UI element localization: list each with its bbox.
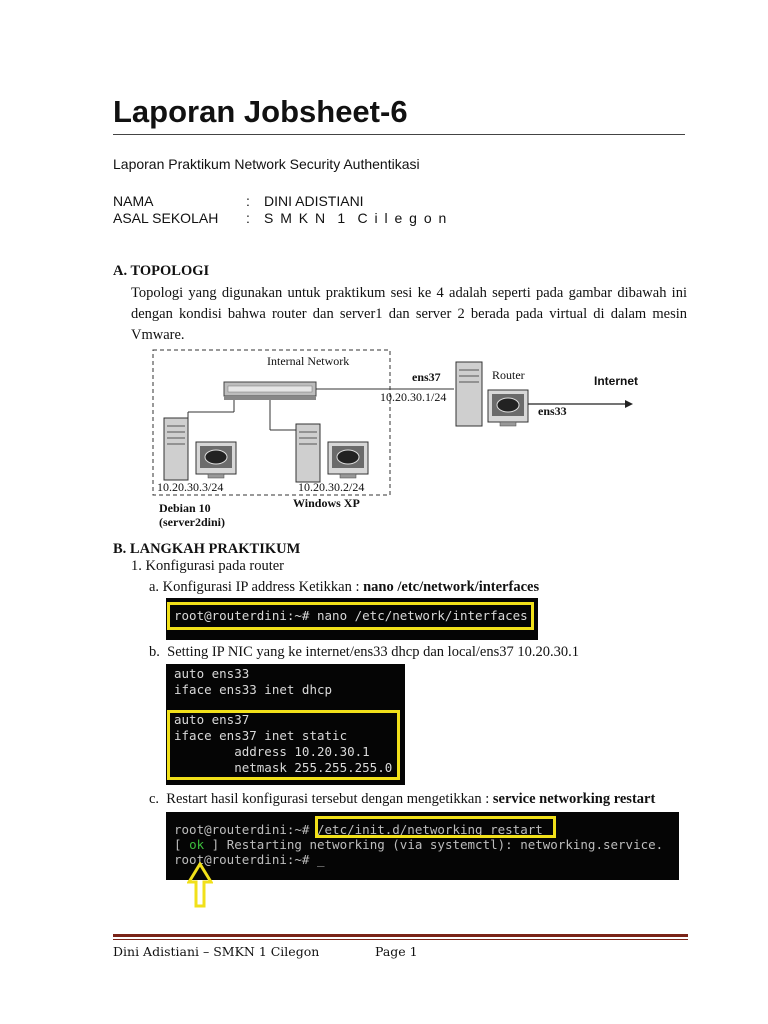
- label-windows-xp: Windows XP: [293, 496, 360, 510]
- up-arrow-icon: [187, 862, 213, 910]
- terminal-line-address: address 10.20.30.1: [174, 744, 370, 759]
- footer-page-number: Page 1: [375, 944, 418, 959]
- title-underline: [113, 134, 685, 135]
- highlight-box-ens37: [167, 710, 400, 780]
- terminal-nano-line: root@routerdini:~# nano /etc/network/interfaces: [174, 608, 528, 623]
- highlight-box-restart: [315, 816, 556, 838]
- label-debian-sub: (server2dini): [159, 515, 225, 529]
- debian-server-icon: [164, 418, 188, 480]
- label-debian-ip: 10.20.30.3/24: [157, 480, 224, 494]
- name-separator: :: [246, 193, 250, 209]
- step-1c: [149, 791, 655, 808]
- label-internal-network: Internal Network: [267, 354, 350, 368]
- step-1c-command: service networking restart: [492, 791, 656, 807]
- label-router-ip: 10.20.30.1/24: [380, 390, 447, 404]
- school-separator: :: [246, 210, 250, 226]
- step-1b: b. Setting IP NIC yang ke internet/ens33 dhcp dan local/ens37 10.20.30.1: [149, 644, 579, 660]
- terminal-prompt: root@routerdini:~#: [174, 822, 317, 837]
- step-1a-command: nano /etc/network/interfaces: [363, 579, 540, 595]
- terminal-line-netmask: netmask 255.255.255.0: [174, 760, 393, 775]
- terminal-restart-line-2: [174, 837, 663, 853]
- school-label: ASAL SEKOLAH: [113, 210, 219, 226]
- step-1a: [149, 579, 539, 596]
- subtitle: Laporan Praktikum Network Security Authentikasi: [113, 156, 420, 172]
- label-internet: Internet: [594, 374, 639, 388]
- name-value: DINI ADISTIANI: [264, 193, 364, 209]
- section-b-heading: B. LANGKAH PRAKTIKUM: [113, 541, 301, 557]
- footer-rule-thick: [113, 934, 688, 937]
- winxp-monitor-icon: [328, 442, 368, 478]
- school-value: S M K N 1 C i l e g o n: [264, 210, 448, 226]
- section-a-paragraph-line-3: Vmware.: [131, 327, 185, 343]
- section-a-paragraph-line-1: Topologi yang digunakan untuk praktikum sesi ke 4 adalah seperti pada gambar dibawah ini: [131, 285, 687, 301]
- section-a-heading: A. TOPOLOGI: [113, 263, 210, 279]
- highlight-box-nano: [167, 602, 534, 630]
- label-ens37: ens37: [412, 370, 441, 384]
- step-1c-text: c. Restart hasil konfigurasi tersebut dengan mengetikkan :: [149, 791, 493, 807]
- router-monitor-icon: [488, 390, 528, 426]
- terminal-line-auto-ens37: auto ens37: [174, 712, 250, 727]
- footer-rule-thin: [113, 939, 688, 940]
- page-title: Laporan Jobsheet-6: [113, 94, 408, 129]
- name-label: NAMA: [113, 193, 154, 209]
- label-debian: Debian 10: [159, 501, 211, 515]
- step-1a-text: a. Konfigurasi IP address Ketikkan :: [149, 579, 364, 595]
- section-a-paragraph-line-2: dengan kondisi bahwa router dan server1 dan server 2 berada pada virtual di dalam mesin: [131, 306, 687, 322]
- label-router: Router: [492, 368, 525, 382]
- footer-author: Dini Adistiani – SMKN 1 Cilegon: [113, 944, 320, 959]
- internet-arrow-icon: [625, 400, 633, 408]
- terminal-line-iface-ens37: iface ens37 inet static: [174, 728, 348, 743]
- topology-diagram: [150, 346, 650, 532]
- terminal-restart-command: /etc/init.d/networking restart: [317, 822, 543, 837]
- debian-monitor-icon: [196, 442, 236, 478]
- terminal-ok-status: ok: [189, 837, 205, 852]
- terminal-line-iface-ens33: iface ens33 inet dhcp: [174, 682, 333, 697]
- terminal-restart-message: ] Restarting networking (via systemctl): networking.service.: [204, 837, 664, 852]
- terminal-bracket-open: [: [174, 837, 190, 852]
- label-ens33: ens33: [538, 404, 567, 418]
- terminal-restart-line-3: root@routerdini:~# _: [174, 852, 325, 867]
- step-1: 1. Konfigurasi pada router: [131, 558, 285, 574]
- topology-svg: [150, 346, 650, 532]
- switch-icon: [224, 382, 316, 400]
- label-winxp-ip: 10.20.30.2/24: [298, 480, 365, 494]
- terminal-line-auto-ens33: auto ens33: [174, 666, 250, 681]
- router-server-icon: [456, 362, 482, 426]
- winxp-server-icon: [296, 424, 320, 482]
